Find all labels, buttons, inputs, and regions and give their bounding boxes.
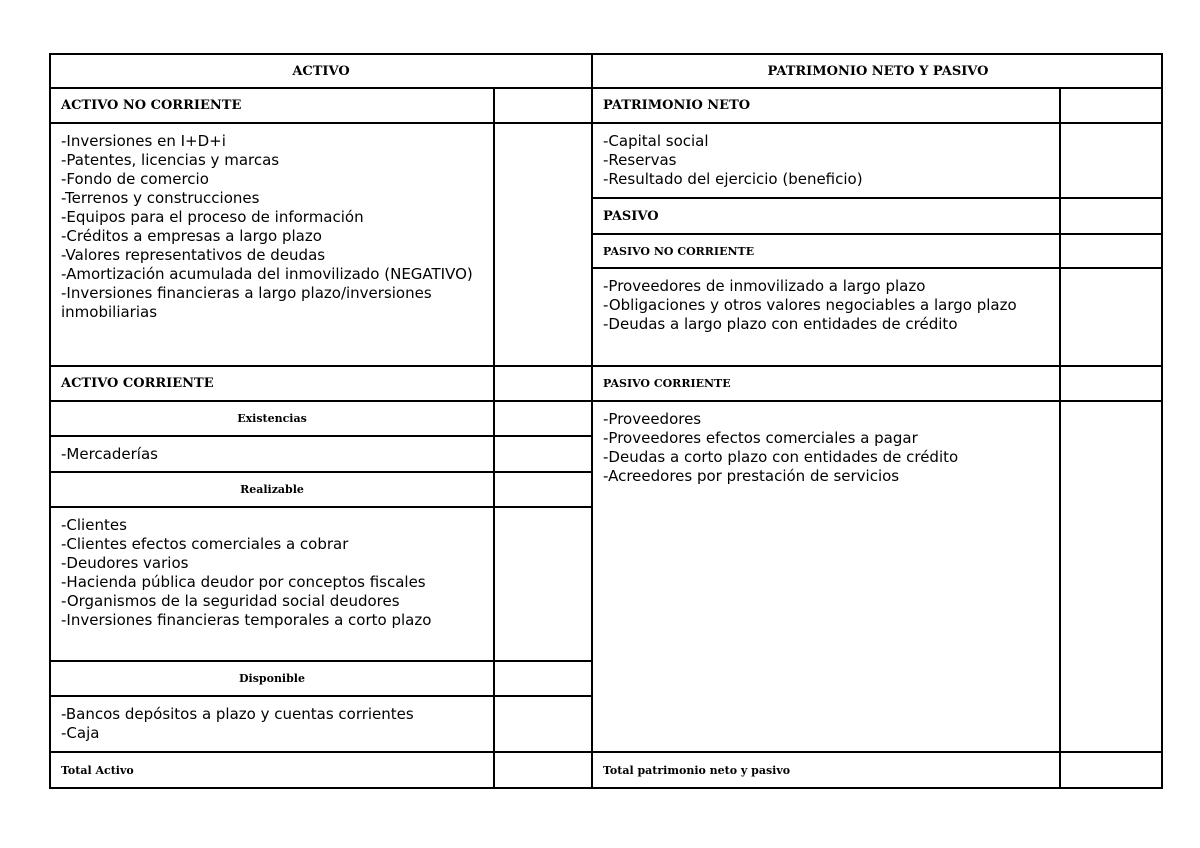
pasivo-corriente-title: PASIVO CORRIENTE — [593, 367, 1061, 402]
activo-corriente-amount — [495, 367, 593, 402]
existencias-title: Existencias — [51, 402, 495, 437]
existencias-list-item: -Mercaderías — [51, 437, 495, 473]
list-item: -Resultado del ejercicio (beneficio) — [603, 170, 863, 188]
list-item: -Clientes — [61, 516, 127, 534]
list-item: -Organismos de la seguridad social deudores — [61, 592, 400, 610]
list-item: -Créditos a empresas a largo plazo — [61, 227, 322, 245]
activo-no-corriente-title: ACTIVO NO CORRIENTE — [51, 89, 495, 124]
total-activo-amount — [495, 753, 593, 787]
list-item: -Terrenos y construcciones — [61, 189, 260, 207]
list-item: -Deudas a largo plazo con entidades de crédito — [603, 315, 958, 333]
activo-no-corriente-amount — [495, 89, 593, 124]
activo-no-corriente-values — [495, 124, 593, 367]
existencias-amount — [495, 402, 593, 437]
list-item: -Inversiones en I+D+i — [61, 132, 226, 150]
list-item: -Bancos depósitos a plazo y cuentas corrientes — [61, 705, 414, 723]
list-item: -Hacienda pública deudor por conceptos fiscales — [61, 573, 426, 591]
list-item: -Caja — [61, 724, 100, 742]
balance-sheet-table — [49, 53, 1163, 789]
list-item: -Valores representativos de deudas — [61, 246, 326, 264]
disponible-amount — [495, 662, 593, 697]
list-item: -Inversiones financieras a largo plazo/inversiones inmobiliarias — [61, 284, 432, 321]
pasivo-no-corriente-amount — [1061, 235, 1163, 269]
patrimonio-neto-title: PATRIMONIO NETO — [593, 89, 1061, 124]
total-activo-label: Total Activo — [51, 753, 495, 787]
disponible-title: Disponible — [51, 662, 495, 697]
list-item: -Proveedores efectos comerciales a pagar — [603, 429, 918, 447]
pasivo-no-corriente-list — [593, 269, 1061, 367]
list-item: -Amortización acumulada del inmovilizado (NEGATIVO) — [61, 265, 473, 283]
disponible-list — [51, 697, 495, 753]
list-item: -Inversiones financieras temporales a corto plazo — [61, 611, 432, 629]
pasivo-corriente-list — [593, 402, 1061, 753]
pasivo-title: PASIVO — [593, 199, 1061, 235]
realizable-title: Realizable — [51, 473, 495, 508]
activo-no-corriente-list — [51, 124, 495, 367]
list-item: -Obligaciones y otros valores negociables a largo plazo — [603, 296, 1017, 314]
pasivo-no-corriente-title: PASIVO NO CORRIENTE — [593, 235, 1061, 269]
list-item: -Equipos para el proceso de información — [61, 208, 364, 226]
list-item: -Reservas — [603, 151, 677, 169]
pasivo-corriente-amount — [1061, 367, 1163, 402]
total-patrimonio-pasivo-amount — [1061, 753, 1163, 787]
realizable-amount — [495, 473, 593, 508]
activo-corriente-title: ACTIVO CORRIENTE — [51, 367, 495, 402]
patrimonio-neto-values — [1061, 124, 1163, 199]
list-item: -Patentes, licencias y marcas — [61, 151, 280, 169]
realizable-list — [51, 508, 495, 662]
list-item: -Fondo de comercio — [61, 170, 209, 188]
realizable-values — [495, 508, 593, 662]
patrimonio-neto-list — [593, 124, 1061, 199]
patrimonio-pasivo-header: PATRIMONIO NETO Y PASIVO — [593, 55, 1163, 89]
disponible-values — [495, 697, 593, 753]
pasivo-no-corriente-values — [1061, 269, 1163, 367]
pasivo-corriente-values — [1061, 402, 1163, 753]
list-item: -Deudas a corto plazo con entidades de crédito — [603, 448, 959, 466]
list-item: -Acreedores por prestación de servicios — [603, 467, 900, 485]
list-item: -Proveedores de inmovilizado a largo plazo — [603, 277, 926, 295]
patrimonio-neto-amount — [1061, 89, 1163, 124]
list-item: -Deudores varios — [61, 554, 189, 572]
existencias-values — [495, 437, 593, 473]
list-item: -Capital social — [603, 132, 709, 150]
total-patrimonio-pasivo-label: Total patrimonio neto y pasivo — [593, 753, 1061, 787]
pasivo-amount — [1061, 199, 1163, 235]
list-item: -Clientes efectos comerciales a cobrar — [61, 535, 349, 553]
activo-header: ACTIVO — [51, 55, 593, 89]
list-item: -Proveedores — [603, 410, 702, 428]
